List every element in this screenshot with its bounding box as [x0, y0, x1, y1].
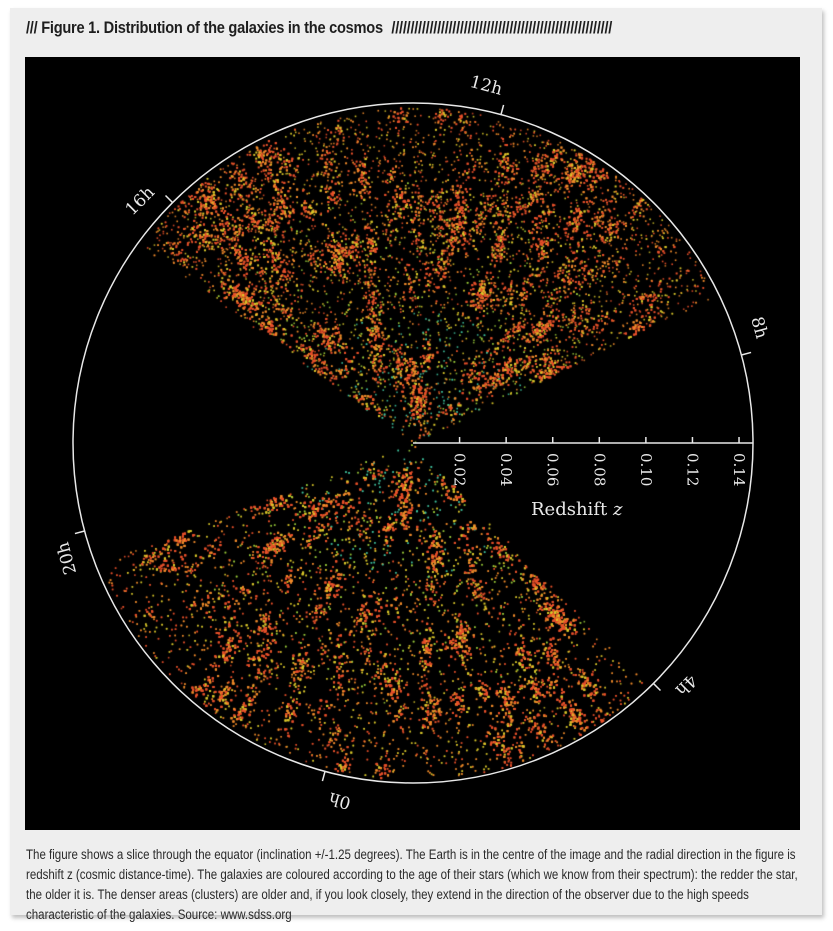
figure-title — [26, 18, 612, 38]
redshift-axis-label: Redshift z — [531, 499, 623, 520]
hour-label: 12h — [467, 72, 505, 100]
hour-label: 0h — [326, 787, 354, 813]
hour-tick — [501, 105, 504, 115]
hour-tick — [741, 352, 751, 355]
axis-tick-label: 0.10 — [636, 453, 655, 487]
galaxy-map — [25, 57, 800, 830]
title-decoration: ////////////////////////////////////////////////////////// — [391, 18, 613, 37]
hour-tick — [166, 196, 173, 203]
title-text: Figure 1. Distribution of the galaxies in the cosmos — [41, 18, 383, 37]
hour-tick — [322, 771, 325, 781]
axis-tick-label: 0.04 — [497, 453, 516, 487]
axis-tick-label: 0.06 — [543, 453, 562, 487]
axis-tick-label: 0.08 — [590, 453, 609, 487]
title-prefix: /// — [26, 18, 38, 37]
hour-label: 16h — [121, 182, 159, 220]
axis-tick-label: 0.12 — [683, 453, 702, 487]
map-overlay — [25, 57, 800, 830]
hour-label: 20h — [53, 539, 82, 577]
hour-label: 8h — [746, 314, 772, 341]
hour-tick — [653, 683, 660, 690]
axis-tick-label: 0.14 — [730, 453, 749, 487]
hour-tick — [75, 531, 85, 534]
figure-caption: The figure shows a slice through the equator (inclination +/-1.25 degrees). The Earth is in the centre of the image and the radial direction in the figure is redshift z (cosmic distance-time). The galaxies are coloured according to the age of their stars (which we know from their spectrum): the redder the star, the older it is. The denser areas (clusters) are older and, if you look closely, they extend in the direction of the observer due to the high speeds characteristic of the galaxies. Source: www.sdss.org — [26, 847, 798, 922]
hour-label: 4h — [670, 670, 701, 700]
axis-tick-label: 0.02 — [450, 453, 469, 487]
